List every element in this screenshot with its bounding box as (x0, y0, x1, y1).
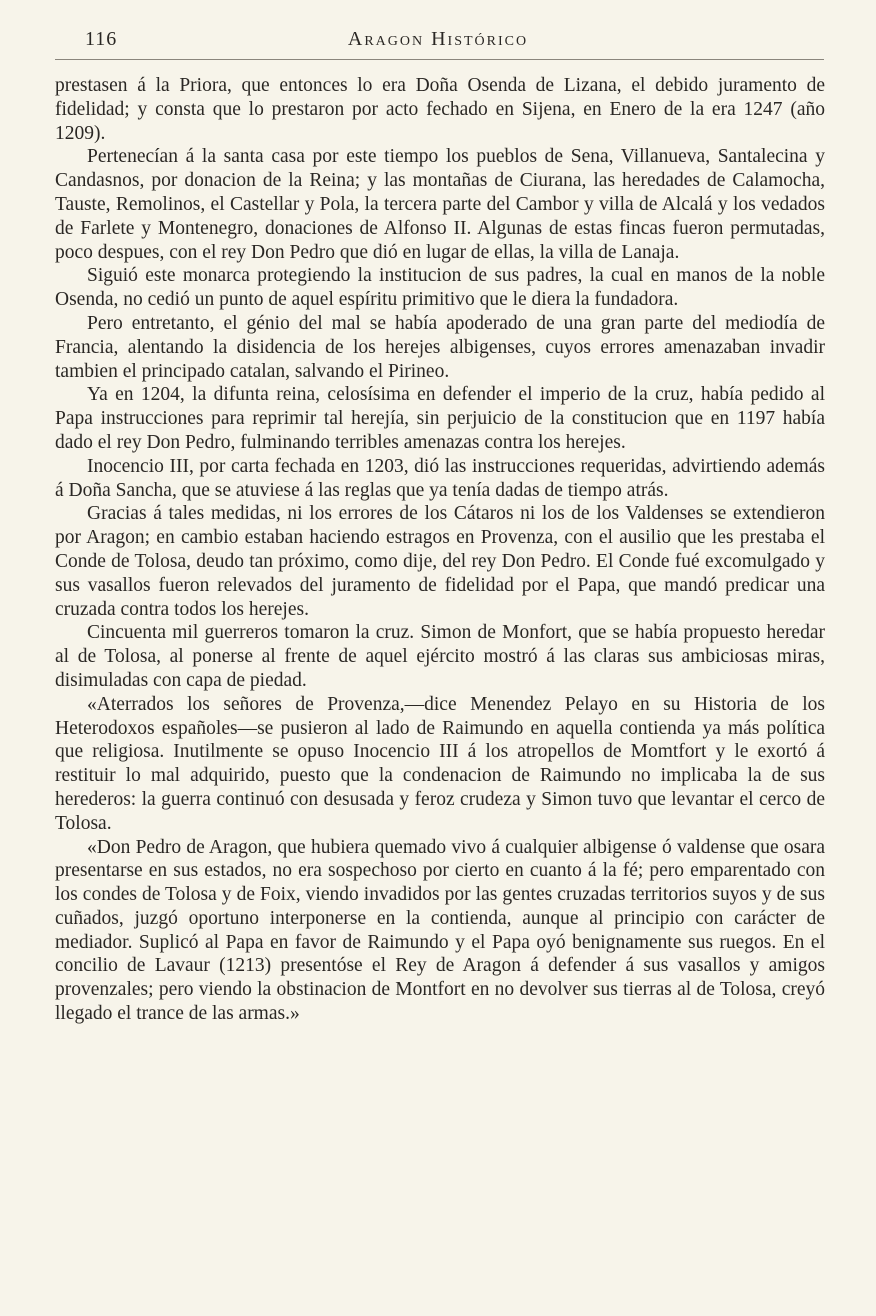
paragraph: Siguió este monarca protegiendo la institucion de sus padres, la cual en manos de la noble Osenda, no cedió un punto de aquel espíritu primitivo que le diera la fundadora. (55, 265, 825, 311)
body-text (55, 74, 825, 1026)
paragraph: Pero entretanto, el génio del mal se había apoderado de una gran parte del mediodía de Francia, alentando la disidencia de los herejes albigenses, cuyos errores amenazaban invadir tambien el principado catalan, salvando el Pirineo. (55, 312, 825, 382)
header-rule (55, 59, 824, 60)
paragraph: «Don Pedro de Aragon, que hubiera quemado vivo á cualquier albigense ó valdense que osara presentarse en sus estados, no era sospechoso por cierto en cuanto á la fé; pero emparentado con los condes de Tolosa y de Foix, viendo invadidos por las gentes cruzadas territorios suyos y de sus cuñados, juzgó oportuno interponerse en la contienda, aunque al principio con carácter de mediador. Suplicó al Papa en favor de Raimundo y el Papa oyó benignamente sus ruegos. En el concilio de Lavaur (1213) presentóse el Rey de Aragon á defender á sus vasallos y amigos provenzales; pero viendo la obstinacion de Montfort en no devolver sus tierras al de Tolosa, creyó llegado el trance de las armas.» (55, 836, 825, 1025)
page-number: 116 (85, 28, 118, 50)
paragraph: Ya en 1204, la difunta reina, celosísima en defender el imperio de la cruz, había pedido al Papa instrucciones para reprimir tal herejía, sin perjuicio de la constitucion que en 1197 había dado el rey Don Pedro, fulminando terribles amenazas contra los herejes. (55, 384, 825, 453)
page-header (55, 24, 821, 54)
paragraph: Cincuenta mil guerreros tomaron la cruz. Simon de Monfort, que se había propuesto heredar al de Tolosa, al ponerse al frente de aquel ejército mostró á las claras sus ambiciosas miras, disimuladas con capa de piedad. (55, 622, 825, 691)
running-title: Aragon Histórico (347, 28, 529, 50)
paragraph: Pertenecían á la santa casa por este tiempo los pueblos de Sena, Villanueva, Santalecina y Candasnos, por donacion de la Reina; y las montañas de Ciurana, las heredades de Calamocha, Tauste, Remolinos, el Castellar y Pola, la tercera parte del Cambor y villa de Alcalá y los vedados de Farlete y Montenegro, donaciones de Alfonso II. Algunas de estas fincas fueron permutadas, poco despues, con el rey Don Pedro que dió en lugar de ellas, la villa de Lanaja. (55, 146, 825, 263)
paragraph: Inocencio III, por carta fechada en 1203, dió las instrucciones requeridas, advirtiendo además á Doña Sancha, que se atuviese á las reglas que ya tenía dadas de tiempo atrás. (55, 455, 825, 501)
paragraph: prestasen á la Priora, que entonces lo era Doña Osenda de Lizana, el debido juramento de fidelidad; y consta que lo prestaron por acto fechado en Sijena, en Enero de la era 1247 (año 1209). (55, 75, 825, 144)
paragraph: Gracias á tales medidas, ni los errores de los Cátaros ni los de los Valdenses se extendieron por Aragon; en cambio estaban haciendo estragos en Provenza, con el ausilio que les prestaba el Conde de Tolosa, deudo tan próximo, como dije, del rey Don Pedro. El Conde fué excomulgado y sus vasallos fueron relevados del juramento de fidelidad por el Papa, que mandó predicar una cruzada contra todos los herejes. (55, 503, 825, 620)
paragraph: «Aterrados los señores de Provenza,—dice Menendez Pelayo en su Historia de los Heterodoxos españoles—se pusieron al lado de Raimundo en aquella contienda ya más política que religiosa. Inutilmente se opuso Inocencio III á los atropellos de Momtfort y le exortó á restituir lo mal adquirido, puesto que la condenacion de Raimundo no implicaba la de sus herederos: la guerra continuó con desusada y feroz crudeza y Simon tuvo que levantar el cerco de Tolosa. (55, 693, 825, 834)
